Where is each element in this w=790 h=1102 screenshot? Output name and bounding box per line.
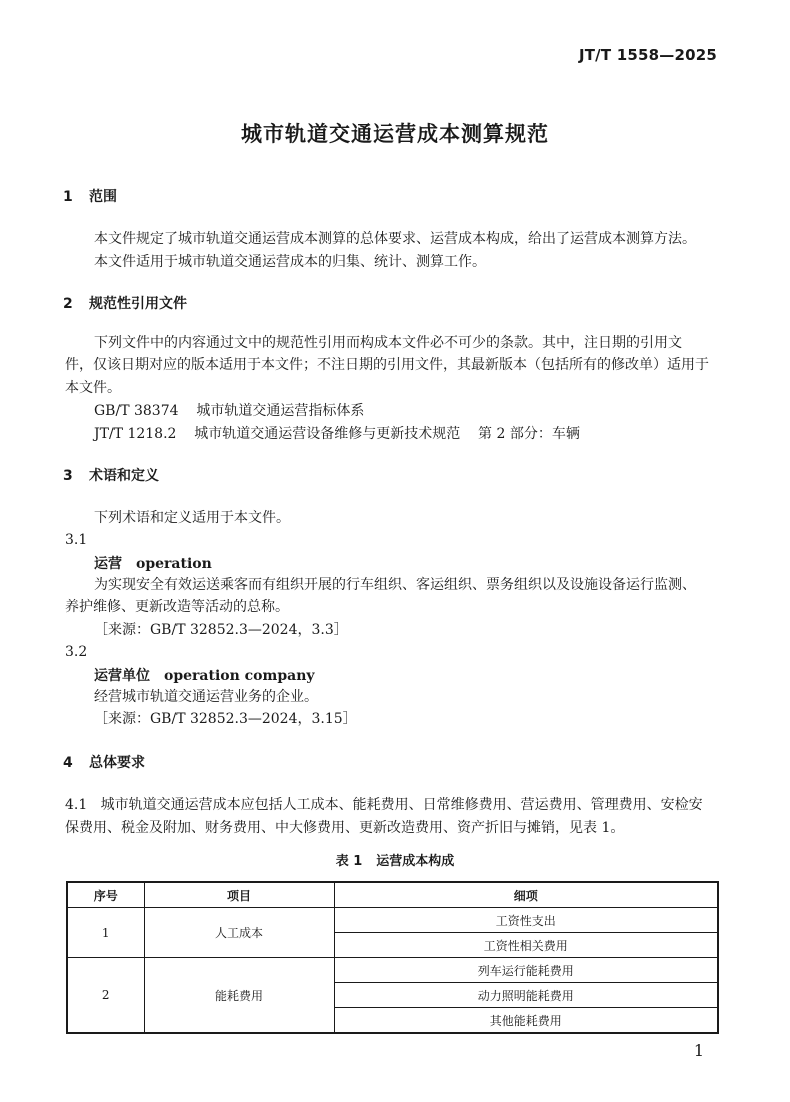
cell-detail: 其他能耗费用: [334, 1008, 718, 1034]
table-header-row: [67, 882, 718, 908]
s3-intro: 下列术语和定义适用于本文件。: [94, 510, 290, 526]
s1-paragraph-2: 本文件适用于城市轨道交通运营成本的归集、统计、测算工作。: [94, 254, 486, 270]
term-en: operation company: [164, 668, 315, 684]
term-3-2-definition: 经营城市轨道交通运营业务的企业。: [94, 689, 318, 705]
standard-code: JT/T 1558—2025: [578, 46, 717, 64]
term-3-1-number: 3.1: [65, 532, 88, 548]
section-title: 总体要求: [89, 755, 145, 771]
s4-paragraph-line-2: 保费用、税金及附加、财务费用、中大修费用、更新改造费用、资产折旧与摊销，见表 1。: [65, 820, 625, 836]
table-caption: [0, 850, 790, 869]
cell-detail: 动力照明能耗费用: [334, 983, 718, 1008]
table-row: [67, 908, 718, 933]
s2-paragraph-line-1: 下列文件中的内容通过文中的规范性引用而构成本文件必不可少的条款。其中，注日期的引用文: [94, 335, 682, 351]
cell-item: 人工成本: [144, 908, 334, 958]
term-3-2-number: 3.2: [65, 644, 88, 660]
table-row: [67, 958, 718, 983]
normative-reference-1: GB/T 38374 城市轨道交通运营指标体系: [94, 403, 365, 419]
term-zh: 运营单位: [94, 668, 150, 684]
header-cell-no: 序号: [67, 882, 144, 908]
cell-item: 能耗费用: [144, 958, 334, 1034]
s4-paragraph-line-1: 4.1 城市轨道交通运营成本应包括人工成本、能耗费用、日常维修费用、营运费用、管理费用、安检安: [65, 797, 703, 813]
term-en: operation: [136, 556, 212, 572]
s2-paragraph-line-2: 件，仅该日期对应的版本适用于本文件；不注日期的引用文件，其最新版本（包括所有的修改单）适用于: [65, 357, 709, 373]
cell-detail: 列车运行能耗费用: [334, 958, 718, 983]
term-3-1-heading: [94, 553, 212, 573]
section-title: 术语和定义: [89, 468, 159, 484]
term-3-2-heading: [94, 665, 315, 685]
term-3-1-source: ［来源：GB/T 32852.3—2024，3.3］: [94, 622, 348, 638]
header-cell-item: 项目: [144, 882, 334, 908]
table-label: 表 1: [335, 854, 363, 869]
document-title: 城市轨道交通运营成本测算规范: [241, 122, 549, 146]
section-2-heading: [63, 293, 187, 313]
term-3-1-definition-line-2: 养护维修、更新改造等活动的总称。: [65, 599, 289, 615]
section-number: 1: [63, 189, 73, 205]
term-3-2-source: ［来源：GB/T 32852.3—2024，3.15］: [94, 711, 357, 727]
cost-composition-table: [66, 881, 719, 1034]
section-title: 规范性引用文件: [89, 296, 187, 312]
cell-detail: 工资性相关费用: [334, 933, 718, 958]
section-number: 2: [63, 296, 73, 312]
header-cell-detail: 细项: [334, 882, 718, 908]
section-1-heading: [63, 186, 117, 206]
section-number: 3: [63, 468, 73, 484]
term-3-1-definition-line-1: 为实现安全有效运送乘客而有组织开展的行车组织、客运组织、票务组织以及设施设备运行监测、: [94, 577, 696, 593]
normative-reference-2: JT/T 1218.2 城市轨道交通运营设备维修与更新技术规范 第 2 部分：车辆: [94, 426, 580, 442]
section-title: 范围: [89, 189, 117, 205]
page-number: 1: [693, 1041, 704, 1060]
cell-detail: 工资性支出: [334, 908, 718, 933]
s2-paragraph-line-3: 本文件。: [65, 380, 121, 396]
section-number: 4: [63, 755, 73, 771]
section-4-heading: [63, 752, 145, 772]
s1-paragraph-1: 本文件规定了城市轨道交通运营成本测算的总体要求、运营成本构成，给出了运营成本测算方法。: [94, 231, 696, 247]
cell-no: 1: [67, 908, 144, 958]
term-zh: 运营: [94, 556, 122, 572]
section-3-heading: [63, 465, 159, 485]
cell-no: 2: [67, 958, 144, 1034]
table-caption-text: 运营成本构成: [376, 854, 455, 869]
